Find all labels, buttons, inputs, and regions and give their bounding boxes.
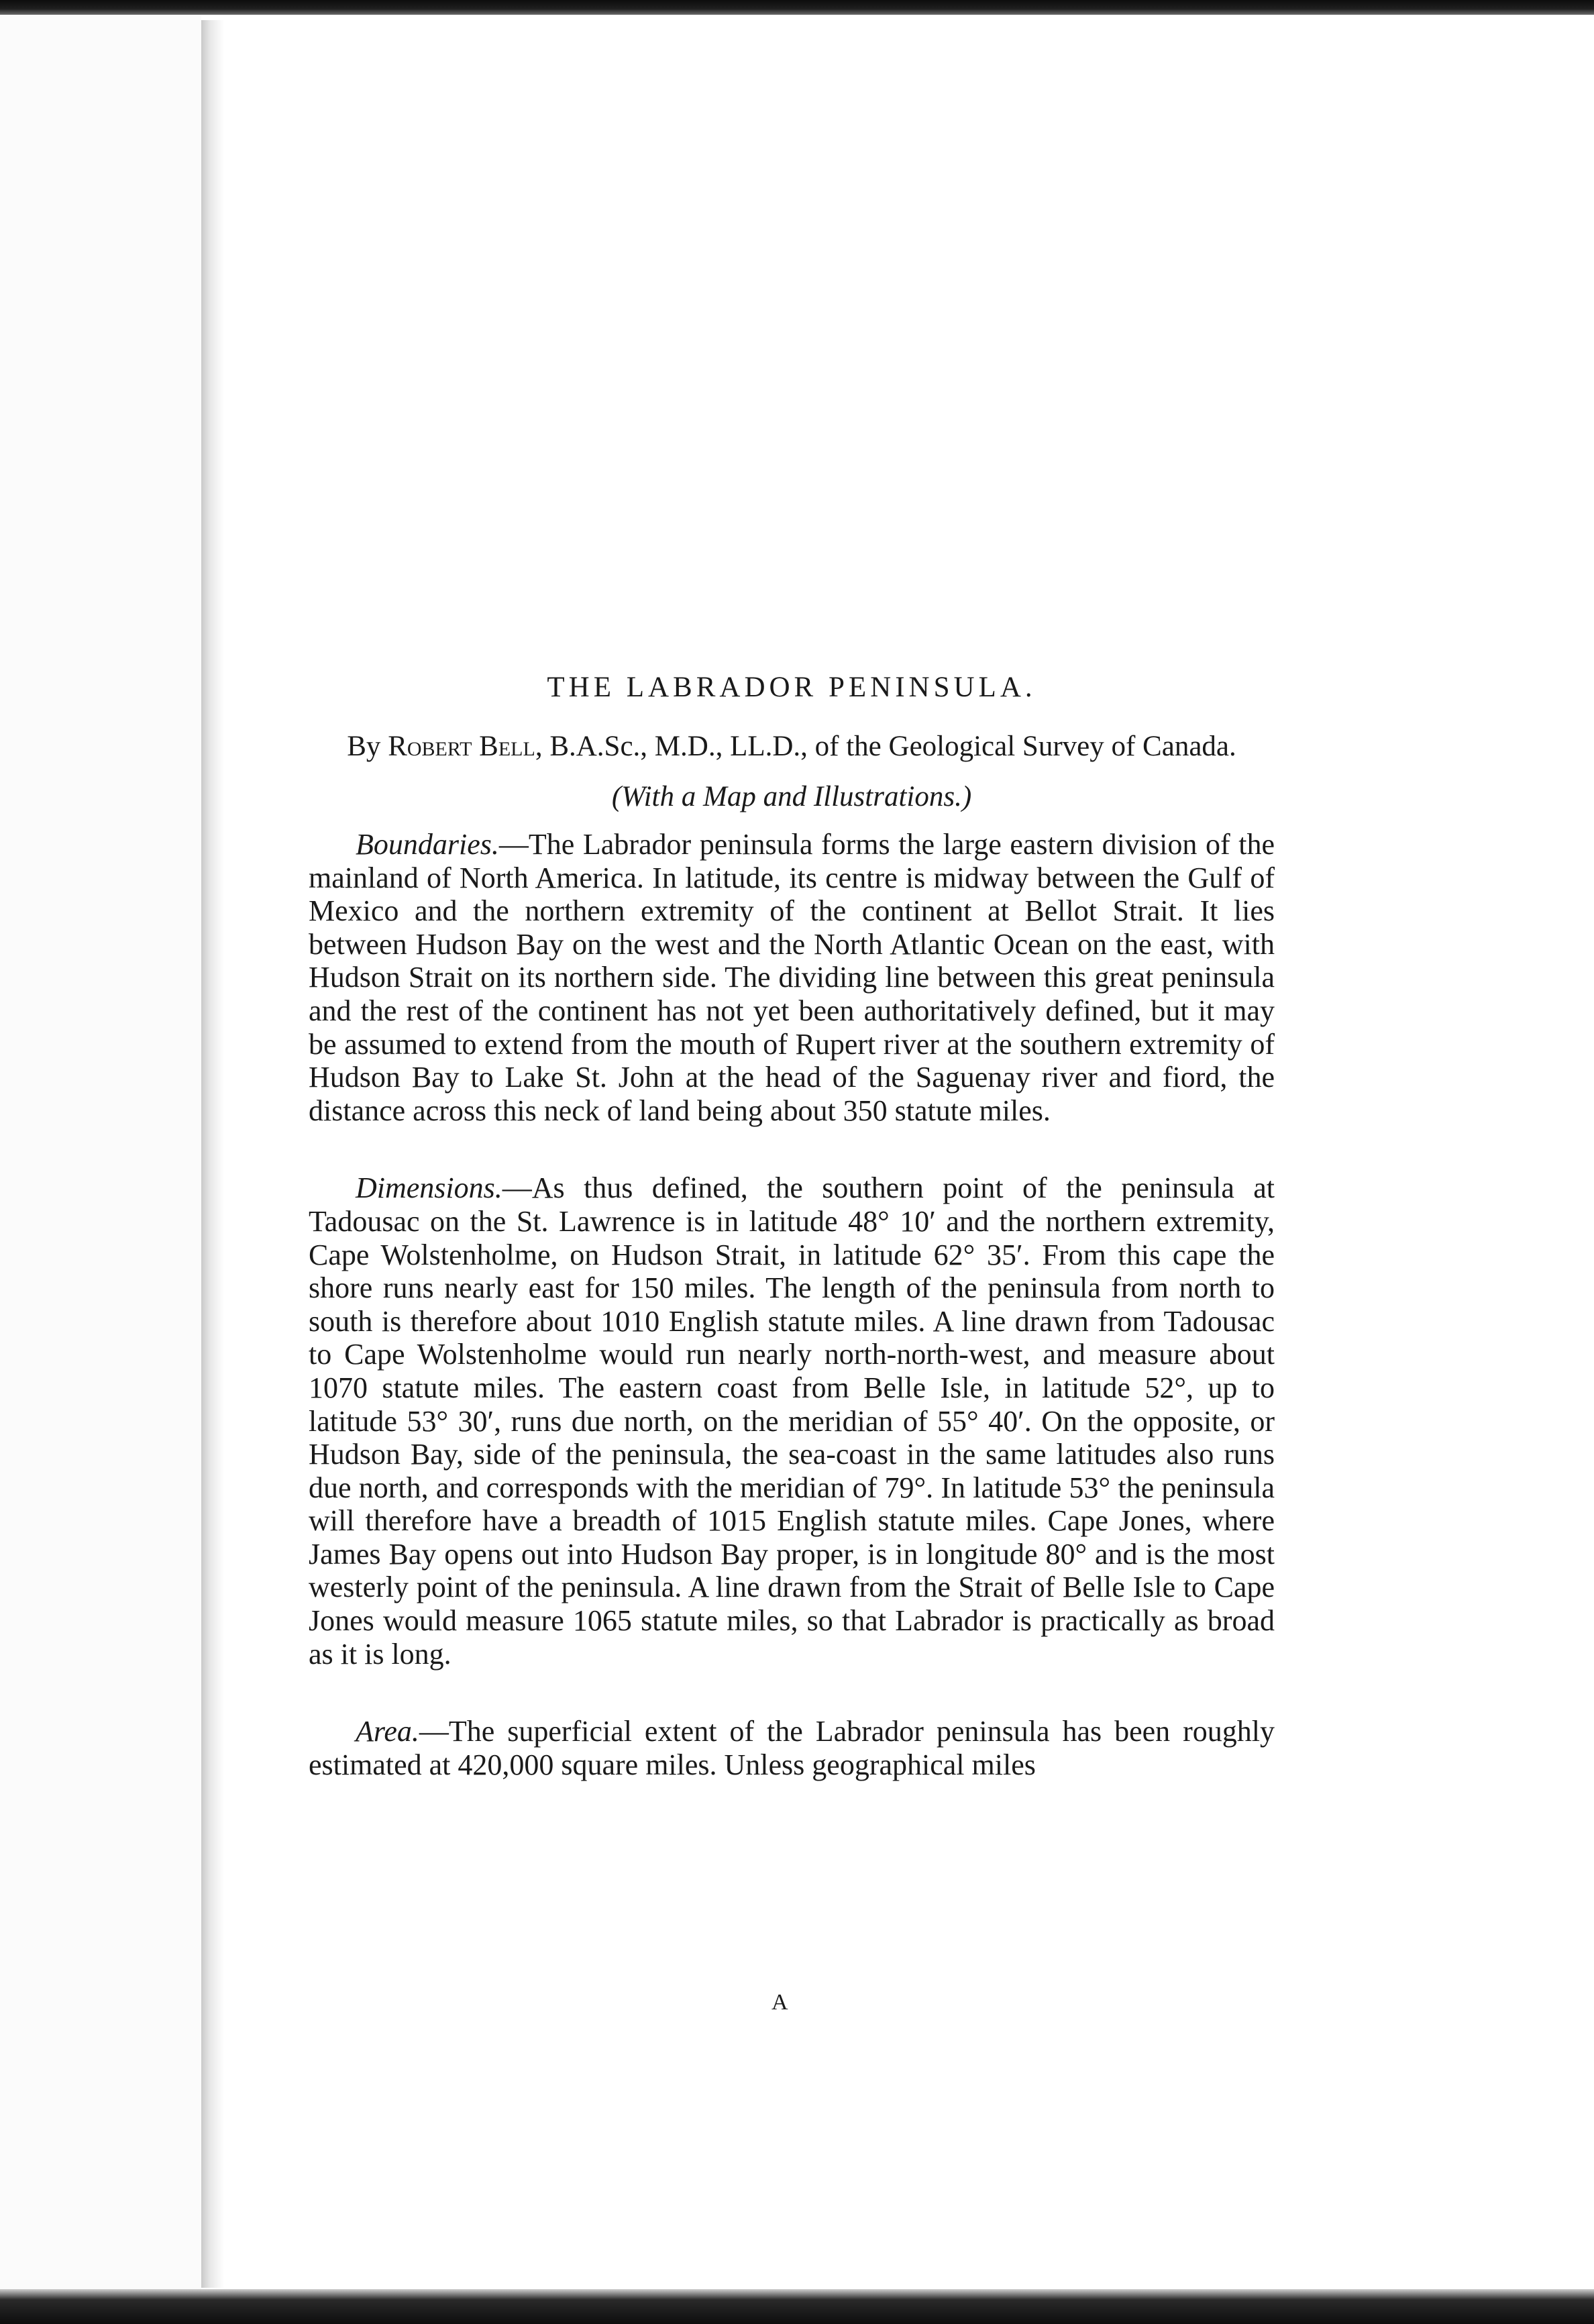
- section-dimensions: [309, 1171, 1275, 1671]
- section-area: [309, 1715, 1275, 1781]
- scan-binding-edge: [201, 20, 224, 2288]
- section-text: —As thus defined, the southern point of the peninsula at Tadousac on the St. Lawrence is in latitude 48° 10′ and the northern extremity, Cape Wolstenholme, on Hudson Strait, in latitude 62° 35′. From this cape the shore runs nearly east for 150 miles. The length of the peninsula from north to south is therefore about 1010 English statute miles. A line drawn from Tadousac to Cape Wolstenholme would run nearly north-north-west, and measure about 1070 statute miles. The eastern coast from Belle Isle, in latitude 52°, up to latitude 53° 30′, runs due north, on the meridian of 55° 40′. On the opposite, or Hudson Bay, side of the peninsula, the sea-coast in the same latitudes also runs due north, and corresponds with the meridian of 79°. In latitude 53° the peninsula will therefore have a breadth of 1015 English statute miles. Cape Jones, where James Bay opens out into Hudson Bay proper, is in longitude 80° and is the most westerly point of the peninsula. A line drawn from the Strait of Belle Isle to Cape Jones would measure 1065 statute miles, so that Labrador is practically as broad as it is long.: [309, 1171, 1275, 1671]
- section-text: —The Labrador peninsula forms the large eastern division of the mainland of North America. In latitude, its centre is midway between the Gulf of Mexico and the northern extremity of the continent at Bellot Strait. It lies between Hudson Bay on the west and the North Atlantic Ocean on the east, with Hudson Strait on its northern side. The dividing line between this great peninsula and the rest of the continent has not yet been authoritatively defined, but it may be assumed to extend from the mouth of Rupert river at the southern extremity of Hudson Bay to Lake St. John at the head of the Saguenay river and fiord, the distance across this neck of land being about 350 statute miles.: [309, 828, 1275, 1127]
- section-heading: Dimensions.: [356, 1171, 502, 1205]
- byline-prefix: By: [347, 731, 381, 762]
- scan-top-edge: [0, 0, 1594, 15]
- section-boundaries: [309, 828, 1275, 1127]
- section-heading: Area.: [356, 1715, 419, 1748]
- printer-signature-mark: A: [772, 1990, 788, 2015]
- article-subtitle: (With a Map and Illustrations.): [611, 781, 972, 812]
- scan-bottom-edge: [0, 2289, 1594, 2324]
- article-title: THE LABRADOR PENINSULA.: [547, 672, 1037, 703]
- byline: [329, 731, 1255, 763]
- section-text: —The superficial extent of the Labrador peninsula has been roughly estimated at 420,000 square miles. Unless geographical miles: [309, 1715, 1275, 1781]
- section-heading: Boundaries.: [356, 828, 499, 861]
- author-credentials: , B.A.Sc., M.D., LL.D., of the Geological Survey of Canada.: [535, 731, 1236, 762]
- author-name: Robert Bell: [388, 731, 535, 762]
- scan-left-margin: [0, 15, 201, 2289]
- page-body: [309, 671, 1275, 1826]
